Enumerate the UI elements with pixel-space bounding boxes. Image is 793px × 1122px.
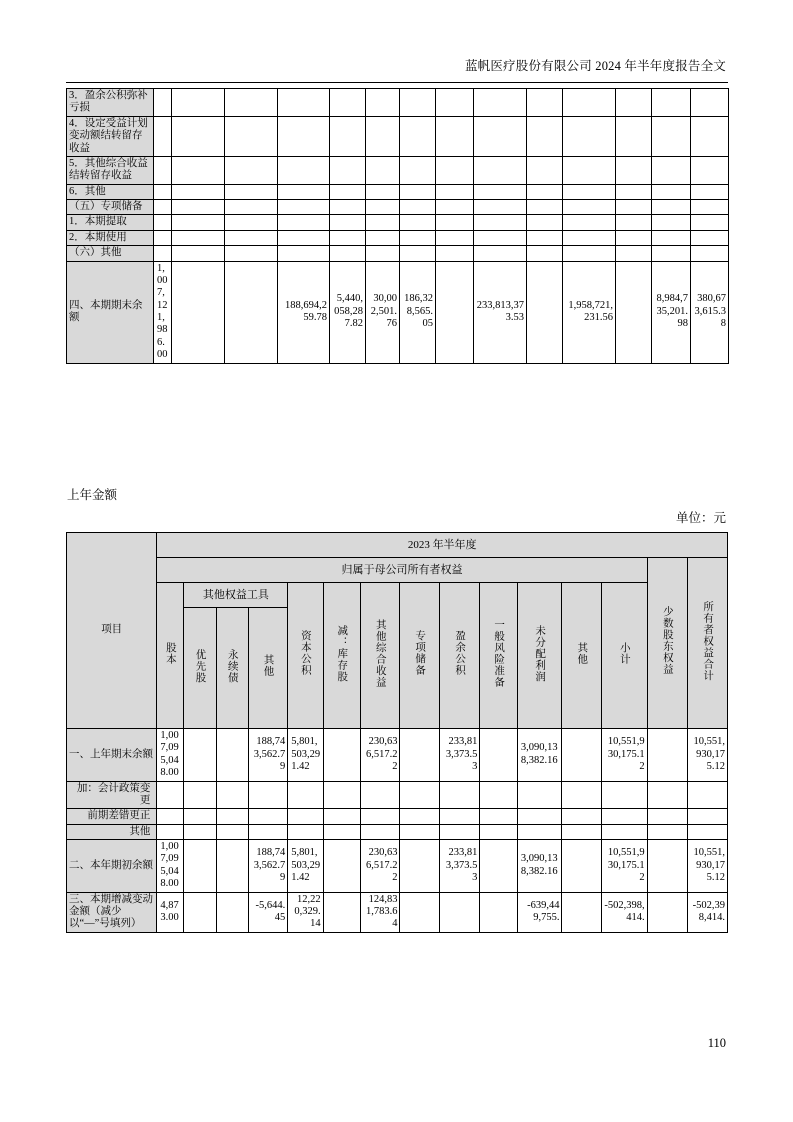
cell <box>366 246 400 261</box>
table-row <box>67 89 729 117</box>
cell <box>278 116 330 156</box>
table-row <box>67 184 729 199</box>
cell <box>480 840 517 893</box>
cell <box>691 200 729 215</box>
cell <box>225 230 278 245</box>
cell <box>225 246 278 261</box>
cell: 1,007,121,986.00 <box>154 261 172 363</box>
cell <box>366 116 400 156</box>
cell <box>563 230 616 245</box>
row-label: 三、本期增减变动金额（减少以“—”号填列） <box>67 892 157 932</box>
cell <box>184 809 216 824</box>
cell <box>616 156 652 184</box>
cell <box>652 246 691 261</box>
cell <box>517 824 562 839</box>
cell <box>647 729 688 782</box>
table-bottom-body <box>67 729 728 933</box>
cell <box>647 809 688 824</box>
cell <box>436 200 474 215</box>
row-label: 5．其他综合收益结转留存收益 <box>67 156 154 184</box>
cell <box>480 824 517 839</box>
cell <box>366 215 400 230</box>
cell <box>154 246 172 261</box>
cell <box>330 89 366 117</box>
cell <box>330 200 366 215</box>
cell <box>474 230 527 245</box>
cell <box>480 892 517 932</box>
header-perpetual-bonds: 永续债 <box>216 608 248 729</box>
cell <box>360 809 399 824</box>
cell: 30,002,501.76 <box>366 261 400 363</box>
cell <box>225 200 278 215</box>
cell <box>691 215 729 230</box>
cell: 233,813,373.53 <box>474 261 527 363</box>
row-label: 1．本期提取 <box>67 215 154 230</box>
cell <box>172 116 225 156</box>
cell <box>436 215 474 230</box>
table-row <box>67 116 729 156</box>
cell <box>184 840 216 893</box>
cell <box>288 781 323 809</box>
cell <box>652 230 691 245</box>
cell <box>601 824 647 839</box>
cell: -502,398,414. <box>688 892 728 932</box>
cell <box>172 89 225 117</box>
cell <box>248 824 287 839</box>
table-bottom <box>66 532 728 933</box>
cell <box>323 824 360 839</box>
row-label: 加：会计政策变更 <box>67 781 157 809</box>
cell: 230,636,517.22 <box>360 729 399 782</box>
cell <box>278 200 330 215</box>
cell <box>601 781 647 809</box>
cell: -502,398,414. <box>601 892 647 932</box>
cell <box>154 200 172 215</box>
cell <box>225 89 278 117</box>
cell <box>647 824 688 839</box>
cell <box>480 781 517 809</box>
equity-change-table-prior <box>66 532 728 933</box>
cell <box>436 184 474 199</box>
cell <box>652 184 691 199</box>
prior-year-amount-label: 上年金额 <box>67 488 118 502</box>
header-total-equity: 所有者权益合计 <box>688 558 728 729</box>
cell <box>330 156 366 184</box>
table-top <box>66 88 729 364</box>
cell <box>436 116 474 156</box>
cell <box>439 781 480 809</box>
cell <box>562 892 601 932</box>
header-subtotal: 小计 <box>601 583 647 729</box>
cell <box>154 116 172 156</box>
cell <box>225 184 278 199</box>
cell: 3,090,138,382.16 <box>517 840 562 893</box>
cell <box>366 89 400 117</box>
cell <box>216 892 248 932</box>
cell <box>436 156 474 184</box>
cell <box>563 246 616 261</box>
cell <box>616 200 652 215</box>
cell <box>527 261 563 363</box>
row-label: 2．本期使用 <box>67 230 154 245</box>
header-special-reserve: 专项储备 <box>400 583 439 729</box>
cell <box>474 246 527 261</box>
cell <box>323 892 360 932</box>
cell <box>157 809 184 824</box>
header-other-comprehensive-income: 其他综合收益 <box>360 583 399 729</box>
cell: 10,551,930,175.12 <box>601 840 647 893</box>
cell <box>154 215 172 230</box>
cell <box>323 809 360 824</box>
cell <box>439 892 480 932</box>
cell <box>691 246 729 261</box>
cell <box>527 116 563 156</box>
cell <box>691 89 729 117</box>
header-minority-interest: 少数股东权益 <box>647 558 688 729</box>
cell <box>216 729 248 782</box>
cell <box>154 156 172 184</box>
table-row <box>67 200 729 215</box>
cell <box>400 729 439 782</box>
cell: 5,801,503,291.42 <box>288 840 323 893</box>
cell <box>216 824 248 839</box>
cell <box>400 809 439 824</box>
cell <box>225 215 278 230</box>
cell <box>157 781 184 809</box>
cell: 4,873.00 <box>157 892 184 932</box>
header-undistributed-profit: 未分配利润 <box>517 583 562 729</box>
cell <box>474 116 527 156</box>
cell <box>691 156 729 184</box>
header-general-risk-reserve: 一般风险准备 <box>480 583 517 729</box>
cell <box>278 184 330 199</box>
row-label: 其他 <box>67 824 157 839</box>
cell <box>616 261 652 363</box>
cell <box>400 840 439 893</box>
table-row <box>67 246 729 261</box>
cell <box>172 246 225 261</box>
cell: 186,328,565.05 <box>400 261 436 363</box>
header-period: 2023 年半年度 <box>157 533 728 558</box>
cell <box>184 824 216 839</box>
row-label: 3．盈余公积弥补亏损 <box>67 89 154 117</box>
cell <box>563 200 616 215</box>
cell <box>527 215 563 230</box>
cell <box>154 230 172 245</box>
cell <box>562 809 601 824</box>
header-row-period <box>67 533 728 558</box>
table-row <box>67 809 728 824</box>
cell <box>248 809 287 824</box>
cell <box>474 89 527 117</box>
cell <box>330 215 366 230</box>
table-row-total <box>67 261 729 363</box>
cell <box>688 824 728 839</box>
cell <box>439 809 480 824</box>
cell <box>278 246 330 261</box>
cell <box>323 729 360 782</box>
cell <box>172 230 225 245</box>
header-surplus-reserve: 盈余公积 <box>439 583 480 729</box>
cell: 230,636,517.22 <box>360 840 399 893</box>
cell <box>527 156 563 184</box>
cell <box>691 184 729 199</box>
cell <box>688 781 728 809</box>
cell <box>691 230 729 245</box>
header-capital-reserve: 资本公积 <box>288 583 323 729</box>
cell <box>652 156 691 184</box>
cell <box>184 781 216 809</box>
row-label: 四、本期期末余额 <box>67 261 154 363</box>
table-row <box>67 892 728 932</box>
cell <box>562 840 601 893</box>
cell <box>562 824 601 839</box>
header-other-instrument: 其他 <box>248 608 287 729</box>
cell <box>527 184 563 199</box>
cell: 10,551,930,175.12 <box>688 729 728 782</box>
cell <box>216 781 248 809</box>
cell <box>527 89 563 117</box>
cell <box>647 781 688 809</box>
cell <box>330 230 366 245</box>
cell <box>527 230 563 245</box>
cell <box>154 89 172 117</box>
cell <box>360 781 399 809</box>
cell <box>184 892 216 932</box>
cell <box>616 230 652 245</box>
cell: 124,831,783.64 <box>360 892 399 932</box>
header-other-equity-instruments: 其他权益工具 <box>184 583 288 608</box>
cell <box>330 184 366 199</box>
cell <box>278 89 330 117</box>
cell <box>563 116 616 156</box>
table-top-body <box>67 89 729 364</box>
cell <box>480 809 517 824</box>
page-number: 110 <box>707 1036 726 1050</box>
cell <box>330 116 366 156</box>
cell: 188,694,259.78 <box>278 261 330 363</box>
cell <box>400 230 436 245</box>
cell <box>225 116 278 156</box>
header-item: 项目 <box>67 533 157 729</box>
cell <box>278 156 330 184</box>
running-header: 蓝帆医疗股份有限公司 2024 年半年度报告全文 <box>464 59 726 73</box>
row-label: 前期差错更正 <box>67 809 157 824</box>
cell <box>225 261 278 363</box>
cell <box>563 156 616 184</box>
cell <box>563 184 616 199</box>
table-row <box>67 215 729 230</box>
cell: 233,813,373.53 <box>439 729 480 782</box>
cell <box>323 840 360 893</box>
header-rule <box>66 82 728 83</box>
cell <box>474 215 527 230</box>
cell <box>288 809 323 824</box>
cell: 10,551,930,175.12 <box>601 729 647 782</box>
cell: -5,644.45 <box>248 892 287 932</box>
table-row <box>67 840 728 893</box>
cell <box>278 215 330 230</box>
cell: 188,743,562.79 <box>248 840 287 893</box>
cell <box>527 200 563 215</box>
cell <box>400 781 439 809</box>
cell <box>527 246 563 261</box>
cell <box>360 824 399 839</box>
cell <box>616 184 652 199</box>
cell <box>278 230 330 245</box>
cell <box>172 215 225 230</box>
cell: 8,984,735,201.98 <box>652 261 691 363</box>
cell: 10,551,930,175.12 <box>688 840 728 893</box>
header-other: 其他 <box>562 583 601 729</box>
cell <box>474 184 527 199</box>
cell <box>400 892 439 932</box>
cell <box>184 729 216 782</box>
cell <box>400 200 436 215</box>
cell <box>400 215 436 230</box>
table-bottom-head <box>67 533 728 729</box>
header-row-parent <box>67 558 728 583</box>
cell: 188,743,562.79 <box>248 729 287 782</box>
cell <box>216 840 248 893</box>
cell <box>616 116 652 156</box>
cell <box>400 184 436 199</box>
row-label: 一、上年期末余额 <box>67 729 157 782</box>
table-row <box>67 156 729 184</box>
row-label: （五）专项储备 <box>67 200 154 215</box>
cell <box>652 200 691 215</box>
cell <box>366 184 400 199</box>
cell <box>400 824 439 839</box>
cell <box>688 809 728 824</box>
cell <box>474 200 527 215</box>
cell <box>563 89 616 117</box>
cell: 233,813,373.53 <box>439 840 480 893</box>
row-label: 4．设定受益计划变动额结转留存收益 <box>67 116 154 156</box>
cell <box>330 246 366 261</box>
row-label: （六）其他 <box>67 246 154 261</box>
cell <box>366 156 400 184</box>
header-share-capital: 股本 <box>157 583 184 729</box>
cell: 5,440,058,287.82 <box>330 261 366 363</box>
row-label: 6．其他 <box>67 184 154 199</box>
cell <box>616 246 652 261</box>
cell <box>154 184 172 199</box>
cell <box>562 781 601 809</box>
cell <box>601 809 647 824</box>
equity-change-table-current <box>66 88 729 364</box>
cell <box>563 215 616 230</box>
cell <box>436 230 474 245</box>
cell <box>400 116 436 156</box>
header-treasury-stock: 减：库存股 <box>323 583 360 729</box>
cell <box>400 156 436 184</box>
cell <box>400 246 436 261</box>
cell <box>288 824 323 839</box>
table-row <box>67 824 728 839</box>
cell <box>439 824 480 839</box>
cell <box>225 156 278 184</box>
cell: -639,449,755. <box>517 892 562 932</box>
cell <box>436 261 474 363</box>
table-row <box>67 230 729 245</box>
cell <box>436 89 474 117</box>
cell <box>691 116 729 156</box>
cell <box>172 184 225 199</box>
row-label: 二、本年期初余额 <box>67 840 157 893</box>
cell <box>248 781 287 809</box>
cell <box>652 215 691 230</box>
cell: 5,801,503,291.42 <box>288 729 323 782</box>
cell <box>647 892 688 932</box>
cell <box>480 729 517 782</box>
cell <box>562 729 601 782</box>
cell <box>172 156 225 184</box>
cell <box>216 809 248 824</box>
cell <box>157 824 184 839</box>
cell <box>366 200 400 215</box>
cell <box>652 116 691 156</box>
cell <box>474 156 527 184</box>
cell <box>517 809 562 824</box>
cell <box>647 840 688 893</box>
header-row-instruments <box>67 583 728 608</box>
header-preferred-shares: 优先股 <box>184 608 216 729</box>
cell <box>400 89 436 117</box>
cell: 380,673,615.38 <box>691 261 729 363</box>
cell <box>172 261 225 363</box>
cell <box>616 89 652 117</box>
cell <box>616 215 652 230</box>
cell <box>172 200 225 215</box>
unit-label: 单位：元 <box>675 511 726 525</box>
table-row <box>67 781 728 809</box>
cell: 1,007,095,048.00 <box>157 729 184 782</box>
header-parent-equity: 归属于母公司所有者权益 <box>157 558 647 583</box>
cell: 3,090,138,382.16 <box>517 729 562 782</box>
cell: 12,220,329.14 <box>288 892 323 932</box>
table-row <box>67 729 728 782</box>
cell <box>517 781 562 809</box>
cell: 1,007,095,048.00 <box>157 840 184 893</box>
cell: 1,958,721,231.56 <box>563 261 616 363</box>
cell <box>323 781 360 809</box>
cell <box>366 230 400 245</box>
cell <box>652 89 691 117</box>
cell <box>436 246 474 261</box>
